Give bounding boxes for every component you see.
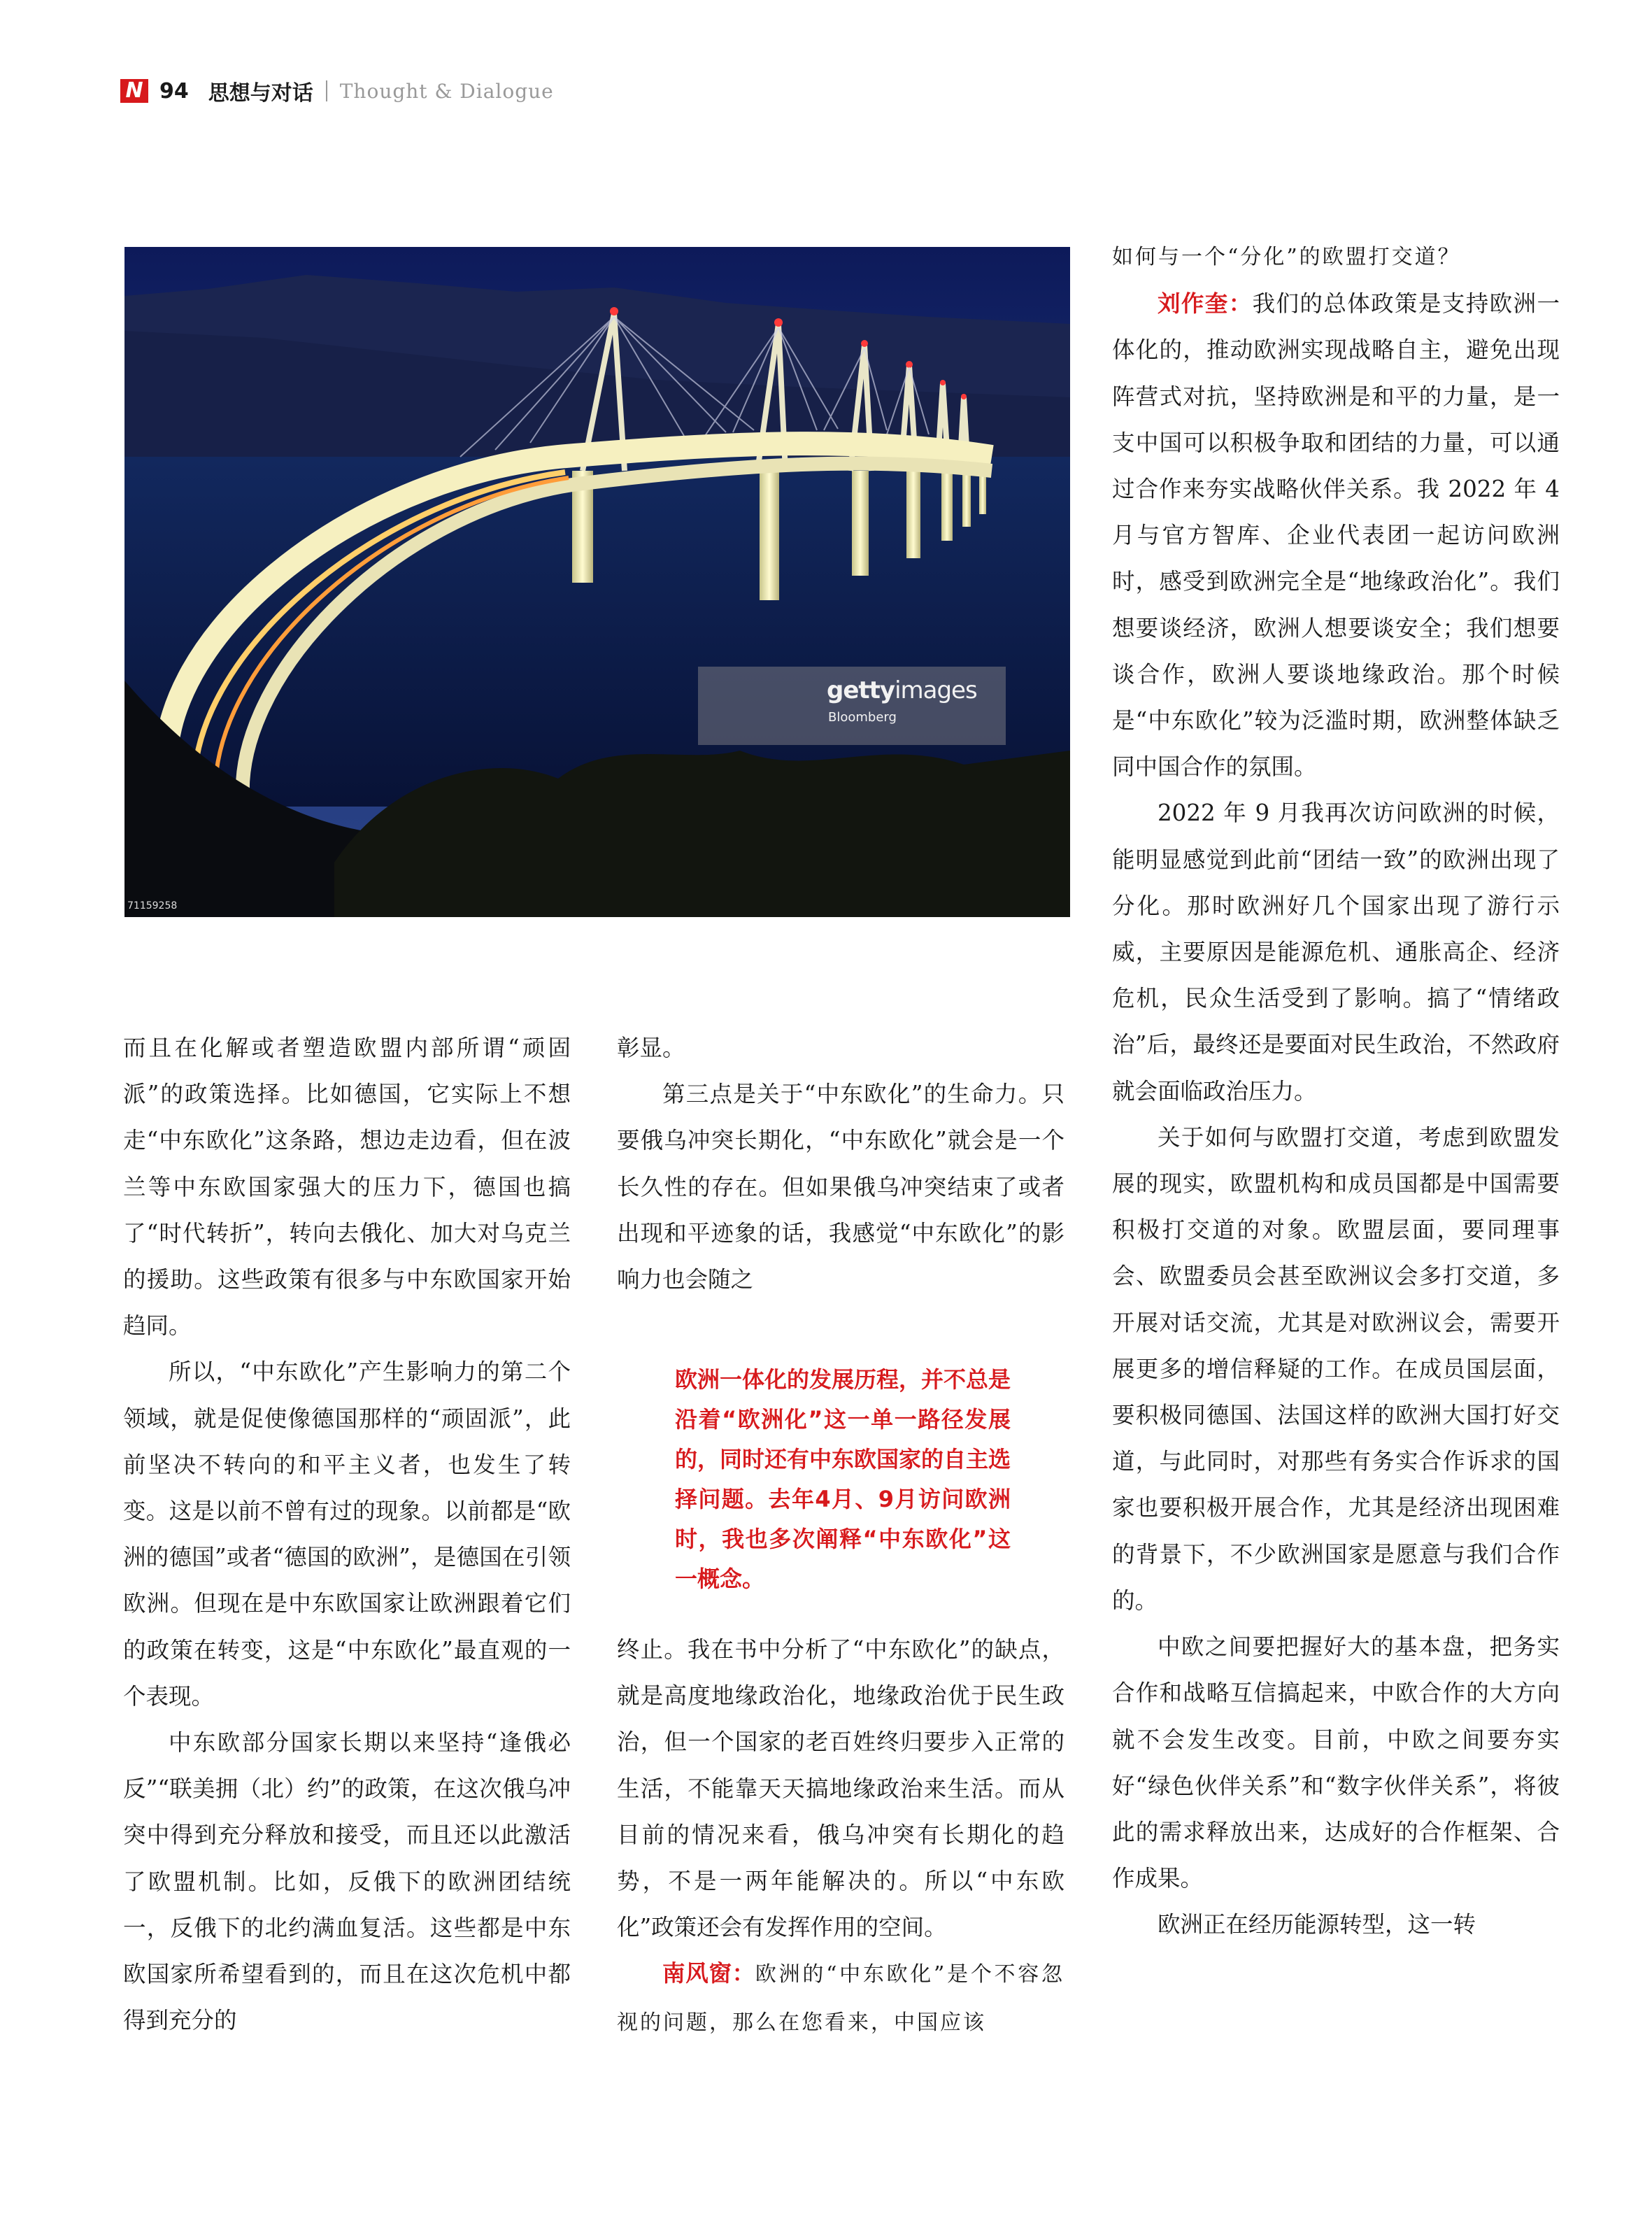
page-header (120, 70, 554, 112)
col3-paragraph-4: 中欧之间要把握好大的基本盘，把务实合作和战略互信搞起来，中欧合作的大方向就不会发生改变。目前，中欧之间要夯实好“绿色伙伴关系”和“数字伙伴关系”，将彼此的需求释放出来，达成好的合作框架、合作成果。 (1112, 1633, 1560, 1892)
watermark-brand-b: images (895, 676, 977, 704)
col3-paragraph-3: 关于如何与欧盟打交道，考虑到欧盟发展的现实，欧盟机构和成员国都是中国需要积极打交道的对象。欧盟层面，要同理事会、欧盟委员会甚至欧洲议会多打交道，多开展对话交流，尤其是对欧洲议会，需要开展更多的增信释疑的工作。在成员国层面，要积极同德国、法国这样的欧洲大国打好交道，与此同时，对那些有务实合作诉求的国家也要积极开展合作，尤其是经济出现困难的背景下，不少欧洲国家是愿意与我们合作的。 (1112, 1123, 1560, 1614)
column-3 (1112, 234, 1560, 1948)
bridge-photo (124, 247, 1070, 917)
col1-paragraph-3: 中东欧部分国家长期以来坚持“逢俄必反”“联美拥（北）约”的政策，在这次俄乌冲突中得到充分释放和接受，而且还以此激活了欧盟机制。比如，反俄下的欧洲团结统一，反俄下的北约满血复活。这些都是中东欧国家所希望看到的，而且在这次危机中都得到充分的 (123, 1729, 571, 2034)
watermark-credit: Bloomberg (828, 710, 897, 725)
column-2-top (617, 1025, 1064, 1303)
col2-question (617, 1950, 1064, 2045)
question-continuation: 如何与一个“分化”的欧盟打交道？ (1112, 245, 1461, 269)
answer-text: 我们的总体政策是支持欧洲一体化的，推动欧洲实现战略自主，避免出现阵营式对抗，坚持欧洲是和平的力量，是一支中国可以积极争取和团结的力量，可以通过合作来夯实战略伙伴关系。我 2022 年 4 月与官方智库、企业代表团一起访问欧洲时，感受到欧洲完全是“地缘政治化”。我们想要谈经济，欧洲人想要谈安全；我们想要谈合作，欧洲人要谈地缘政治。那个时候是“中东欧化”较为泛滥时期，欧洲整体缺乏同中国合作的氛围。 (1112, 290, 1560, 781)
col1-paragraph-1: 而且在化解或者塑造欧盟内部所谓“顽固派”的政策选择。比如德国，它实际上不想走“中东欧化”这条路，想边走边看，但在波兰等中东欧国家强大的压力下，德国也搞了“时代转折”，转向去俄化、加大对乌克兰的援助。这些政策有很多与中东欧国家开始趋同。 (123, 1035, 571, 1340)
page-number: 94 (159, 78, 189, 104)
column-1 (123, 1025, 571, 2043)
header-divider (326, 80, 327, 101)
col2-paragraph-3: 终止。我在书中分析了“中东欧化”的缺点，就是高度地缘政治化，地缘政治优于民生政治，但一个国家的老百姓终归要步入正常的生活，不能靠天天搞地缘政治来生活。而从目前的情况来看，俄乌冲突有长期化的趋势，不是一两年能解决的。所以“中东欧化”政策还会有发挥作用的空间。 (617, 1636, 1064, 1941)
interviewer-label: 南风窗： (662, 1960, 755, 1987)
col2-paragraph-1: 彰显。 (617, 1035, 685, 1061)
col1-paragraph-2: 所以，“中东欧化”产生影响力的第二个领域，就是促使像德国那样的“顽固派”，此前坚决不转向的和平主义者，也发生了转变。这是以前不曾有过的现象。以前都是“欧洲的德国”或者“德国的欧洲”，是德国在引领欧洲。但现在是中东欧国家让欧洲跟着它们的政策在转变，这是“中东欧化”最直观的一个表现。 (123, 1358, 571, 1710)
col3-paragraph-5: 欧洲正在经历能源转型，这一转 (1158, 1911, 1476, 1938)
interviewee-label: 刘作奎： (1158, 290, 1253, 318)
bridge-illustration (124, 247, 1070, 917)
answer-paragraph-1 (1112, 281, 1560, 790)
col3-paragraph-2: 2022 年 9 月我再次访问欧洲的时候，能明显感觉到此前“团结一致”的欧洲出现了分化。那时欧洲好几个国家出现了游行示威，主要原因是能源危机、通胀高企、经济危机，民众生活受到了影响。搞了“情绪政治”后，最终还是要面对民生政治，不然政府就会面临政治压力。 (1112, 800, 1560, 1105)
column-2-bottom (617, 1626, 1064, 2046)
magazine-logo: N (120, 79, 148, 103)
section-title-en: Thought & Dialogue (339, 79, 554, 103)
section-title-cn: 思想与对话 (208, 81, 313, 106)
question-text: 欧洲的“中东欧化”是个不容忽视的问题，那么在您看来，中国应该 (617, 1962, 1064, 2035)
photo-id: 71159258 (127, 900, 178, 911)
getty-watermark (698, 667, 1006, 745)
col2-paragraph-2: 第三点是关于“中东欧化”的生命力。只要俄乌冲突长期化，“中东欧化”就会是一个长久性的存在。但如果俄乌冲突结束了或者出现和平迹象的话，我感觉“中东欧化”的影响力也会随之 (617, 1081, 1064, 1293)
pull-quote: 欧洲一体化的发展历程，并不总是沿着“欧洲化”这一单一路径发展的，同时还有中东欧国家的自主选择问题。去年4月、9月访问欧洲时，我也多次阐释“中东欧化”这一概念。 (675, 1366, 1011, 1592)
watermark-brand-a: getty (827, 676, 895, 704)
